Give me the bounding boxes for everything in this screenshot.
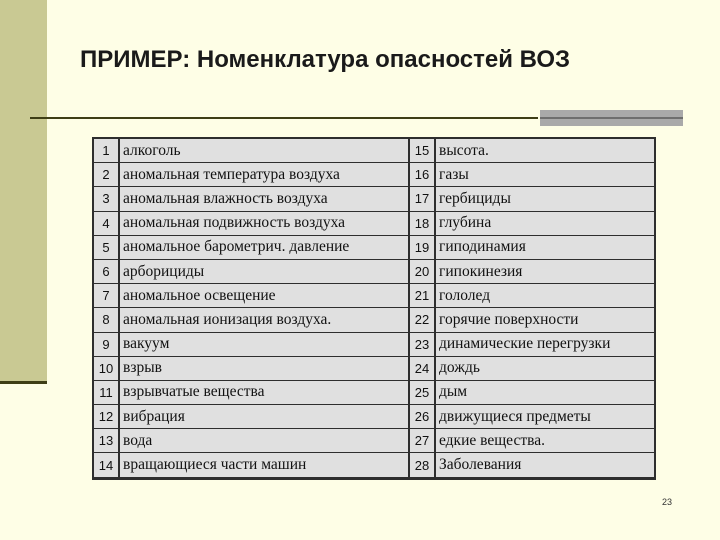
hazard-name: дождь bbox=[436, 357, 654, 380]
row-number: 20 bbox=[410, 260, 434, 283]
page-number: 23 bbox=[662, 497, 673, 507]
table-row bbox=[94, 139, 408, 162]
table-row bbox=[94, 163, 408, 186]
table-row bbox=[410, 333, 654, 356]
title-rule-light-center bbox=[540, 117, 683, 119]
row-number: 11 bbox=[94, 381, 118, 404]
row-number: 4 bbox=[94, 212, 118, 235]
hazard-table-right-column bbox=[410, 139, 654, 478]
table-row bbox=[94, 357, 408, 380]
row-number: 21 bbox=[410, 284, 434, 307]
row-number: 28 bbox=[410, 453, 434, 476]
slide-title: ПРИМЕР: Номенклатура опасностей ВОЗ bbox=[80, 46, 571, 73]
hazard-name: динамические перегрузки bbox=[436, 333, 654, 356]
row-number: 1 bbox=[94, 139, 118, 162]
hazard-name: едкие вещества. bbox=[436, 429, 654, 452]
title-rule-dark bbox=[30, 117, 538, 119]
hazard-name: аномальное освещение bbox=[120, 284, 408, 307]
row-number: 23 bbox=[410, 333, 434, 356]
row-number: 9 bbox=[94, 333, 118, 356]
hazard-name: высота. bbox=[436, 139, 654, 162]
hazard-name: гиподинамия bbox=[436, 236, 654, 259]
row-number: 6 bbox=[94, 260, 118, 283]
hazard-name: дым bbox=[436, 381, 654, 404]
row-number: 3 bbox=[94, 187, 118, 210]
row-number: 22 bbox=[410, 308, 434, 331]
hazard-name: глубина bbox=[436, 212, 654, 235]
row-number: 14 bbox=[94, 453, 118, 476]
row-number: 8 bbox=[94, 308, 118, 331]
row-number: 26 bbox=[410, 405, 434, 428]
hazard-name: Заболевания bbox=[436, 453, 654, 476]
table-row bbox=[94, 381, 408, 404]
table-row bbox=[410, 429, 654, 452]
hazard-name: аномальное барометрич. давление bbox=[120, 236, 408, 259]
hazard-name: движущиеся предметы bbox=[436, 405, 654, 428]
table-row bbox=[94, 212, 408, 235]
row-number: 2 bbox=[94, 163, 118, 186]
hazard-name: аномальная температура воздуха bbox=[120, 163, 408, 186]
row-number: 5 bbox=[94, 236, 118, 259]
table-row bbox=[94, 187, 408, 210]
row-number: 13 bbox=[94, 429, 118, 452]
row-number: 12 bbox=[94, 405, 118, 428]
row-number: 18 bbox=[410, 212, 434, 235]
left-decorative-band bbox=[0, 0, 47, 383]
table-row bbox=[410, 453, 654, 476]
hazard-table bbox=[92, 137, 656, 480]
hazard-name: взрывчатые вещества bbox=[120, 381, 408, 404]
table-row bbox=[94, 260, 408, 283]
row-number: 27 bbox=[410, 429, 434, 452]
hazard-name: гипокинезия bbox=[436, 260, 654, 283]
hazard-name: вода bbox=[120, 429, 408, 452]
table-row bbox=[410, 284, 654, 307]
hazard-name: гербициды bbox=[436, 187, 654, 210]
hazard-name: алкоголь bbox=[120, 139, 408, 162]
hazard-name: аномальная ионизация воздуха. bbox=[120, 308, 408, 331]
table-row bbox=[410, 212, 654, 235]
table-row bbox=[410, 357, 654, 380]
table-row bbox=[410, 236, 654, 259]
hazard-name: вакуум bbox=[120, 333, 408, 356]
table-row bbox=[94, 429, 408, 452]
hazard-name: арборициды bbox=[120, 260, 408, 283]
table-row bbox=[410, 260, 654, 283]
hazard-name: газы bbox=[436, 163, 654, 186]
hazard-name: взрыв bbox=[120, 357, 408, 380]
table-row bbox=[94, 284, 408, 307]
hazard-name: горячие поверхности bbox=[436, 308, 654, 331]
table-row bbox=[94, 236, 408, 259]
hazard-name: аномальная подвижность воздуха bbox=[120, 212, 408, 235]
table-row bbox=[410, 405, 654, 428]
row-number: 15 bbox=[410, 139, 434, 162]
table-row bbox=[94, 333, 408, 356]
hazard-table-left-column bbox=[94, 139, 408, 478]
row-number: 17 bbox=[410, 187, 434, 210]
table-row bbox=[410, 163, 654, 186]
table-row bbox=[94, 405, 408, 428]
hazard-name: вибрация bbox=[120, 405, 408, 428]
table-row bbox=[94, 453, 408, 476]
table-row bbox=[410, 187, 654, 210]
row-number: 7 bbox=[94, 284, 118, 307]
row-number: 10 bbox=[94, 357, 118, 380]
row-number: 16 bbox=[410, 163, 434, 186]
left-band-underline bbox=[0, 381, 47, 384]
hazard-name: вращающиеся части машин bbox=[120, 453, 408, 476]
row-number: 25 bbox=[410, 381, 434, 404]
hazard-name: гололед bbox=[436, 284, 654, 307]
table-row bbox=[410, 139, 654, 162]
table-row bbox=[94, 308, 408, 331]
table-row bbox=[410, 381, 654, 404]
hazard-name: аномальная влажность воздуха bbox=[120, 187, 408, 210]
table-row bbox=[410, 308, 654, 331]
row-number: 19 bbox=[410, 236, 434, 259]
row-number: 24 bbox=[410, 357, 434, 380]
